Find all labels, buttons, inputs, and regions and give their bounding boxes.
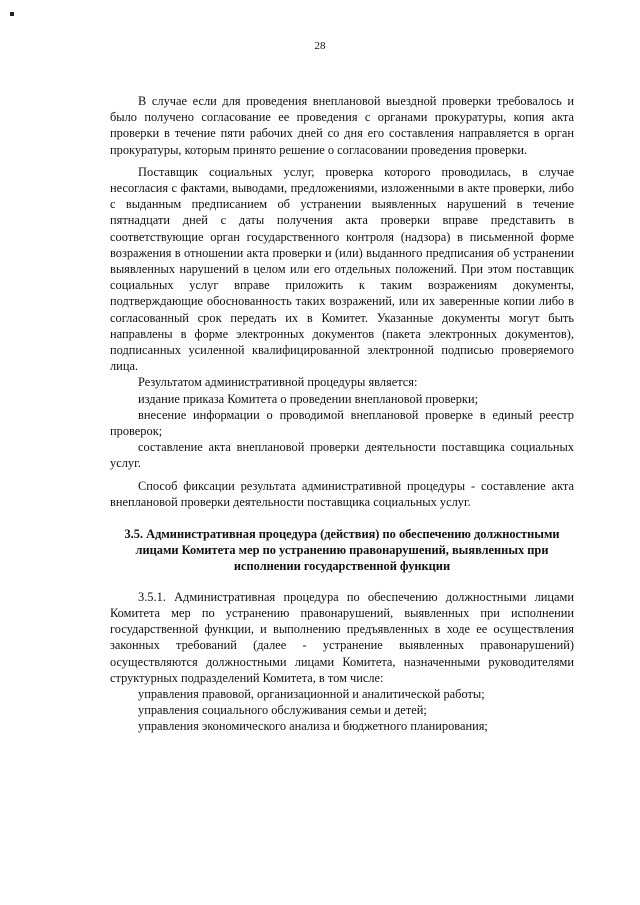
list-item-economic-analysis: управления экономического анализа и бюджетного планирования; — [138, 719, 488, 734]
scan-corner-mark — [10, 12, 14, 16]
page-number: 28 — [314, 40, 326, 52]
result-item-order: издание приказа Комитета о проведении внеплановой проверки; — [138, 391, 479, 406]
section-heading: 3.5. Административная процедура (действия) по обеспечению должностными лицами Комитета мер по устранению правонарушений, выявленных при исполнении государственной функции — [124, 527, 560, 574]
paragraph-objections: Поставщик социальных услуг, проверка которого проводилась, в случае несогласия с фактами, выводами, предложениями, изложенными в акте проверки, либо с выданным предписанием об устранении выявленных нарушений в течение пятнадцати дней с даты получения акта проверки вправе представить в соответствующие орган государственного контроля (надзора) в письменной форме возражения в отношении акта проверки и (или) выданного предписания об устранении выявленных нарушений в целом или его отдельных положений. При этом поставщик социальных услуг вправе приложить к таким возражениям документы, подтверждающие обоснованность таких возражений, или их заверенные копии либо в согласованный срок передать их в Комитет. Указанные документы могут быть направлены в форме электронных документов (пакета электронных документов), подписанных усиленной квалифицированной электронной подписью проверяемого лица. — [110, 164, 574, 374]
paragraph-fixation-method: Способ фиксации результата административной процедуры - составление акта внеплановой проверки деятельности поставщика социальных услуг. — [110, 478, 574, 509]
document-body — [110, 93, 574, 735]
list-item-legal-department: управления правовой, организационной и аналитической работы; — [138, 686, 485, 701]
list-item-family-services: управления социального обслуживания семьи и детей; — [138, 703, 427, 718]
paragraph-3-5-1: 3.5.1. Административная процедура по обеспечению должностными лицами Комитета мер по устранению правонарушений, выявленных при исполнении государственной функции, и выполнению предъявленных в ходе ее осуществления законных требований (далее - устранение выявленных правонарушений) осуществляются должностными лицами Комитета, назначенными руководителями структурных подразделений Комитета, в том числе: — [110, 589, 574, 685]
result-item-registry: внесение информации о проводимой внеплановой проверке в единый реестр проверок; — [110, 407, 574, 439]
result-item-act: составление акта внеплановой проверки деятельности поставщика социальных услуг. — [110, 440, 574, 471]
paragraph-prosecutor-copy: В случае если для проведения внеплановой выездной проверки требовалось и было получено согласование ее проведения с органами прокуратуры, копия акта проверки в течение пяти рабочих дней со дня его составления направляется в орган прокуратуры, которым принято решение о согласовании проведения проверки. — [110, 94, 574, 157]
paragraph-result-intro: Результатом административной процедуры является: — [138, 375, 418, 390]
